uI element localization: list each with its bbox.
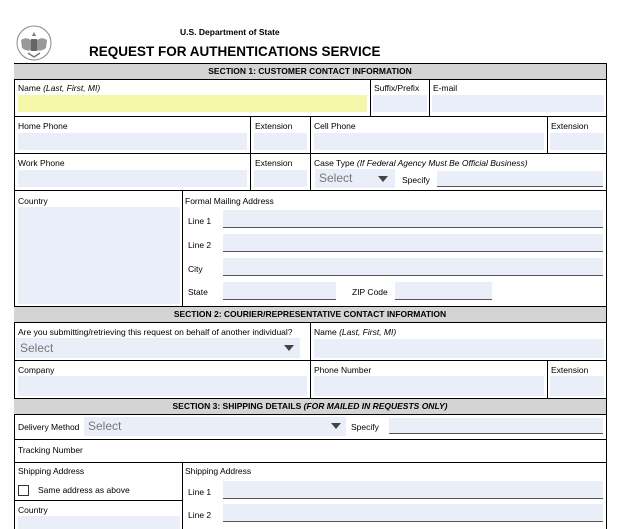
work-phone-field[interactable] (18, 170, 247, 187)
mailing-line2-label: Line 2 (188, 240, 212, 250)
home-phone-extension-field[interactable] (254, 133, 307, 150)
home-phone-label: Home Phone (18, 121, 68, 131)
mailing-city-label: City (188, 264, 203, 274)
tracking-number-field[interactable] (90, 442, 604, 459)
work-phone-label: Work Phone (18, 158, 65, 168)
chevron-down-icon (284, 345, 294, 351)
case-type-value: Select (319, 171, 353, 185)
on-behalf-select[interactable] (16, 338, 300, 358)
cell-phone-extension-field[interactable] (550, 133, 604, 150)
country-label: Country (18, 196, 48, 206)
company-label: Company (18, 365, 55, 375)
shipping-address-right-label: Shipping Address (185, 466, 252, 476)
cell-phone-field[interactable] (314, 133, 544, 150)
mailing-line2-field[interactable] (223, 234, 603, 251)
shipping-line1-field[interactable] (223, 481, 603, 498)
suffix-label: Suffix/Prefix (374, 83, 420, 93)
shipping-address-left-label: Shipping Address (18, 466, 85, 476)
same-address-checkbox[interactable] (18, 485, 29, 496)
case-type-specify-label: Specify (402, 175, 430, 185)
mailing-line1-field[interactable] (223, 210, 603, 227)
mailing-state-label: State (188, 287, 208, 297)
section1-heading: SECTION 1: CUSTOMER CONTACT INFORMATION (14, 63, 606, 80)
case-type-specify-field[interactable] (437, 171, 603, 186)
section3-heading: SECTION 3: SHIPPING DETAILS (FOR MAILED IN REQUESTS ONLY) (14, 398, 606, 415)
case-type-label: Case Type (If Federal Agency Must Be Official Business) (314, 158, 528, 168)
mailing-zip-label: ZIP Code (352, 287, 388, 297)
mailing-city-field[interactable] (223, 258, 603, 275)
cell-phone-label: Cell Phone (314, 121, 356, 131)
name-label: Name (Last, First, MI) (18, 83, 101, 93)
chevron-down-icon (331, 423, 341, 429)
on-behalf-question-label: Are you submitting/retrieving this request on behalf of another individual? (18, 327, 293, 337)
work-phone-extension-label: Extension (255, 158, 293, 168)
courier-name-field[interactable] (314, 339, 604, 358)
company-field[interactable] (18, 376, 307, 396)
delivery-specify-field[interactable] (389, 418, 603, 433)
on-behalf-value: Select (20, 341, 54, 355)
same-address-label: Same address as above (38, 485, 130, 495)
shipping-line2-label: Line 2 (188, 510, 212, 520)
delivery-method-value: Select (88, 419, 122, 433)
shipping-country-field[interactable] (18, 516, 180, 529)
page-title: REQUEST FOR AUTHENTICATIONS SERVICE (89, 44, 381, 59)
section2-heading: SECTION 2: COURIER/REPRESENTATIVE CONTACT INFORMATION (14, 306, 606, 323)
mailing-address-label: Formal Mailing Address (185, 196, 274, 206)
suffix-field[interactable] (373, 95, 427, 112)
mailing-zip-field[interactable] (395, 282, 492, 299)
courier-extension-label: Extension (551, 365, 589, 375)
tracking-number-label: Tracking Number (18, 445, 83, 455)
mailing-line1-label: Line 1 (188, 216, 212, 226)
work-phone-extension-field[interactable] (254, 170, 307, 187)
courier-extension-field[interactable] (550, 376, 604, 396)
shipping-line1-label: Line 1 (188, 487, 212, 497)
shipping-country-label: Country (18, 505, 48, 515)
courier-phone-label: Phone Number (314, 365, 372, 375)
home-phone-field[interactable] (18, 133, 247, 150)
delivery-specify-label: Specify (351, 422, 379, 432)
chevron-down-icon (378, 176, 388, 182)
country-field[interactable] (18, 207, 180, 304)
cell-phone-extension-label: Extension (551, 121, 589, 131)
great-seal-icon (15, 24, 53, 62)
courier-phone-field[interactable] (314, 376, 544, 396)
name-field[interactable] (18, 95, 367, 112)
shipping-line2-field[interactable] (223, 504, 603, 521)
delivery-method-select[interactable] (84, 417, 346, 436)
email-field[interactable] (432, 95, 604, 112)
department-name: U.S. Department of State (180, 27, 280, 37)
email-label: E-mail (433, 83, 458, 93)
mailing-state-field[interactable] (223, 282, 336, 299)
courier-name-label: Name (Last, First, MI) (314, 327, 397, 337)
home-phone-extension-label: Extension (255, 121, 293, 131)
delivery-method-label: Delivery Method (18, 422, 80, 432)
